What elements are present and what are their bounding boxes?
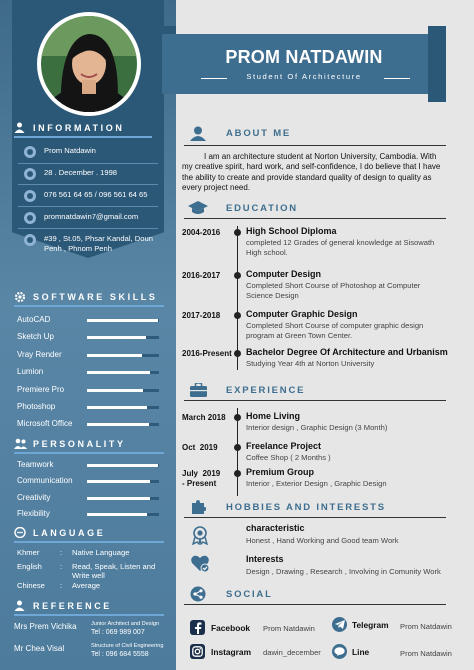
social-handle: Prom Natdawin — [400, 622, 452, 631]
education-heading: EDUCATION — [184, 199, 298, 217]
info-address: #39 , St.05, Phsar Kandal, Doun Penh , Phnom Penh — [24, 234, 154, 254]
timeline-title: Home Living — [246, 411, 301, 421]
social-name[interactable]: Line — [352, 647, 370, 657]
section-divider — [14, 136, 152, 138]
education-timeline — [237, 226, 238, 370]
skill-bar — [87, 371, 159, 374]
info-divider — [18, 163, 158, 164]
timeline-desc: Completed Short Course of Photoshop at Computer Science Design — [246, 281, 421, 301]
skill-row — [17, 476, 164, 488]
heart-icon — [190, 553, 210, 573]
calendar-icon — [24, 168, 36, 180]
section-rule — [184, 145, 446, 146]
hobby-desc: Design , Drawing , Research , Involving in Comunity Work — [246, 567, 441, 576]
language-row: Chinese : Average — [17, 581, 101, 590]
social-heading: SOCIAL — [184, 585, 273, 603]
timeline-date: 2004-2016 — [182, 228, 221, 237]
about-heading: ABOUT ME — [184, 124, 291, 142]
timeline-dot — [234, 272, 241, 279]
timeline-date: July 2019 - Present — [182, 469, 221, 488]
graduation-cap-icon — [184, 199, 212, 217]
timeline-title: Premium Group — [246, 467, 315, 477]
skill-bar — [87, 389, 159, 392]
speech-icon — [14, 527, 27, 538]
section-divider — [14, 614, 164, 616]
timeline-dot — [234, 350, 241, 357]
skill-row — [17, 367, 164, 379]
skill-bar — [87, 480, 159, 483]
email-icon — [24, 212, 36, 224]
skill-label: Vray Render — [17, 349, 62, 359]
hobby-desc: Honest , Hand Working and Good team Work — [246, 536, 399, 545]
section-rule — [184, 604, 446, 605]
timeline-desc: Interior , Exterior Design , Graphic Design — [246, 479, 387, 488]
skill-bar — [87, 423, 159, 426]
personality-heading: PERSONALITY — [14, 438, 126, 449]
skill-bar-fill — [87, 464, 158, 467]
language-row: English : Read, Speak, Listen and Write well — [17, 562, 156, 580]
timeline-date: 2016-2017 — [182, 271, 221, 280]
section-rule — [184, 517, 446, 518]
timeline-date: 2016-Present — [182, 349, 232, 358]
skill-label: Microsoft Office — [17, 419, 73, 429]
section-rule — [184, 400, 446, 401]
language-heading: LANGUAGE — [14, 527, 105, 538]
skill-row — [17, 315, 164, 327]
skill-bar — [87, 336, 159, 339]
skill-bar — [87, 406, 159, 409]
banner-fold — [162, 26, 176, 34]
info-divider — [18, 206, 158, 207]
section-rule — [184, 218, 446, 219]
timeline-dot — [234, 470, 241, 477]
social-name[interactable]: Telegram — [352, 620, 389, 630]
telegram-icon[interactable] — [332, 617, 347, 632]
skill-bar-fill — [87, 513, 147, 516]
hobby-title: characteristic — [246, 523, 305, 533]
social-name[interactable]: Facebook — [211, 623, 251, 633]
software-skills-heading: SOFTWARE SKILLS — [14, 291, 158, 302]
timeline-title: Computer Graphic Design — [246, 309, 358, 319]
skill-label: Teamwork — [17, 460, 54, 469]
skill-row — [17, 509, 164, 521]
timeline-dot — [234, 444, 241, 451]
hobby-title: Interests — [246, 554, 284, 564]
phone-icon — [24, 190, 36, 202]
facebook-icon[interactable] — [190, 620, 205, 635]
skill-bar-fill — [87, 371, 150, 374]
timeline-date: 2017-2018 — [182, 311, 221, 320]
skill-label: Premiere Pro — [17, 384, 65, 394]
social-handle: Prom Natdawin — [263, 624, 315, 633]
skill-bar-fill — [87, 336, 146, 339]
timeline-dot — [234, 312, 241, 319]
skill-bar-fill — [87, 319, 158, 322]
timeline-dot — [234, 414, 241, 421]
skill-bar-fill — [87, 354, 142, 357]
info-birthdate: 28 . December . 1998 — [24, 168, 117, 180]
timeline-desc: Completed Short Course of computer graphic design program at Green Town Center. — [246, 321, 424, 341]
skill-label: Lumion — [17, 367, 44, 377]
skill-bar — [87, 497, 159, 500]
skill-label: Sketch Up — [17, 332, 54, 342]
language-row: Khmer : Native Language — [17, 548, 130, 557]
skill-bar-fill — [87, 406, 147, 409]
social-name[interactable]: Instagram — [211, 647, 252, 657]
timeline-desc: Coffee Shop ( 2 Months ) — [246, 453, 331, 462]
skill-row — [17, 493, 164, 505]
home-icon — [24, 234, 36, 246]
timeline-title: Bachelor Degree Of Architecture and Urbanism — [246, 347, 448, 357]
experience-timeline — [237, 408, 238, 496]
social-handle: Prom Natdawin — [400, 649, 452, 658]
timeline-desc: Interior design , Graphic Design (3 Month) — [246, 423, 388, 432]
briefcase-icon — [184, 381, 212, 399]
skill-row — [17, 332, 164, 344]
skill-label: Flexibility — [17, 509, 50, 519]
about-text: I am an architecture student at Norton University, Cambodia. With my creative spirit, hard work, and self-confidence, I do believe that I have the ability to create and provide standard quality of design to quality as every project need. — [182, 152, 441, 193]
timeline-date: March 2018 — [182, 413, 226, 422]
skill-bar-fill — [87, 423, 149, 426]
timeline-desc: completed 12 Grades of general knowledge at Sisowath High school. — [246, 238, 435, 258]
social-handle: dawin_december — [263, 648, 321, 657]
line-icon[interactable] — [332, 644, 347, 659]
sidebar: INFORMATION Prom Natdawin 28 . December . 1998 076 561 64 65 / 096 561 64 65 promnatdawin7@gmail.com #39 , St.05, Phsar Kandal, Doun Penh , Phnom Penh SOFTWARE SKILLS AutoCAD Sketch Up Vray Render Lumion Premiere Pro Photoshop Microsoft Office PERSONALITY Teamwork Communication Creativity Flexibility LANGUAGE Khmer : Native Language English : Read, Speak, Listen and Write well Chinese : Average REFERENCE Mrs Prem Vichika Junior Architect and Design Tel : 069 989 007 Mr Chea Visal Structure of Civil Engineering Tel : 096 684 5558 — [0, 0, 176, 670]
information-heading: INFORMATION — [14, 122, 124, 133]
skill-label: Creativity — [17, 492, 51, 502]
experience-heading: EXPERIENCE — [184, 381, 305, 399]
timeline-title: Freelance Project — [246, 441, 322, 451]
reference-heading: REFERENCE — [14, 600, 112, 611]
skill-bar — [87, 464, 159, 467]
skill-row — [17, 419, 164, 431]
skill-bar-fill — [87, 389, 143, 392]
skill-bar — [87, 354, 159, 357]
skill-row — [17, 350, 164, 362]
skill-bar-fill — [87, 480, 150, 483]
award-icon — [190, 525, 210, 545]
timeline-title: Computer Design — [246, 269, 322, 279]
skill-row — [17, 385, 164, 397]
person-icon — [184, 124, 212, 142]
timeline-desc: Studying Year 4th at Norton University — [246, 359, 375, 368]
skill-bar — [87, 513, 159, 516]
share-icon — [184, 585, 212, 603]
skill-row — [17, 460, 164, 472]
person-icon — [24, 146, 36, 158]
full-name: PROM NATDAWIN — [225, 47, 383, 67]
profile-photo — [37, 12, 141, 116]
person-icon — [14, 122, 27, 133]
hobbies-heading: HOBBIES AND INTERESTS — [184, 498, 386, 516]
instagram-icon[interactable] — [190, 644, 205, 659]
people-icon — [14, 438, 27, 449]
skill-label: Photoshop — [17, 402, 56, 411]
skill-row — [17, 402, 164, 414]
timeline-title: High School Diploma — [246, 226, 337, 236]
skill-bar — [87, 319, 159, 322]
timeline-date: Oct 2019 — [182, 443, 218, 452]
gear-icon — [14, 291, 27, 302]
skill-bar-fill — [87, 497, 150, 500]
info-email[interactable]: promnatdawin7@gmail.com — [24, 212, 138, 224]
skill-label: AutoCAD — [17, 315, 51, 324]
info-divider — [18, 228, 158, 229]
section-divider — [14, 541, 164, 543]
job-title: Student Of Architecture — [246, 72, 362, 81]
skill-label: Communication — [17, 476, 73, 486]
timeline-dot — [234, 229, 241, 236]
info-name: Prom Natdawin — [24, 146, 96, 158]
info-divider — [18, 184, 158, 185]
section-divider — [14, 305, 164, 307]
person-icon — [14, 600, 27, 611]
info-phone[interactable]: 076 561 64 65 / 096 561 64 65 — [24, 190, 147, 202]
puzzle-icon — [184, 498, 212, 516]
section-divider — [14, 452, 164, 454]
